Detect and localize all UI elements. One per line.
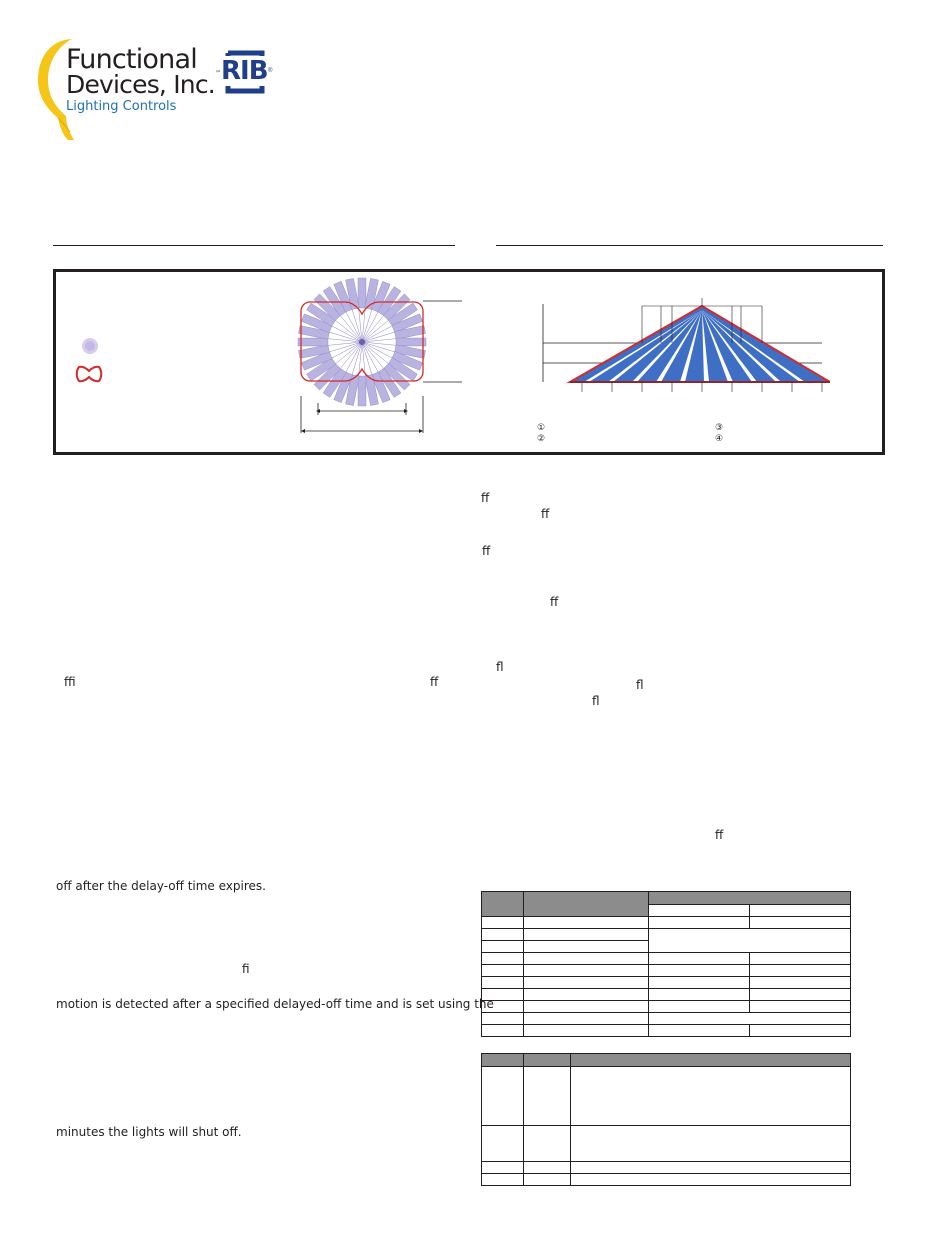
table-row <box>482 1025 851 1037</box>
top-view-coverage-diagram <box>290 275 470 440</box>
marker-1: ① <box>537 423 546 433</box>
coverage-zone <box>396 338 426 346</box>
coverage-ray <box>336 320 362 342</box>
body-text-line: minutes the lights will shut off. <box>56 1125 242 1139</box>
ligature-fl: fl <box>592 694 600 708</box>
coverage-zone <box>358 376 366 406</box>
table-row <box>482 1001 851 1013</box>
top-view-rays <box>298 278 426 406</box>
table-header-row <box>482 892 851 905</box>
table-header-row <box>482 1054 851 1067</box>
functional-devices-logo <box>36 36 286 146</box>
table-row <box>482 977 851 989</box>
logo-trademark: ™ <box>214 70 221 77</box>
sensor-center <box>359 339 365 345</box>
side-view-axis-ticks <box>582 382 822 392</box>
coverage-zone <box>298 338 328 346</box>
rib-logo-text: RIB <box>221 56 268 86</box>
logo-line-2: Devices, Inc.™ <box>66 70 221 99</box>
coverage-ray <box>336 342 362 364</box>
coverage-ray <box>340 316 362 342</box>
logo-line-1: Functional <box>66 44 197 75</box>
ligature-ff: ff <box>550 595 559 609</box>
ligature-ff: ff <box>541 507 550 521</box>
ligature-fi: fi <box>242 962 250 976</box>
table-row <box>482 1013 851 1025</box>
rib-trademark: ® <box>268 68 273 74</box>
table-row <box>482 1174 851 1186</box>
ligature-ffi: ffi <box>64 675 76 689</box>
body-text-line: off after the delay-off time expires. <box>56 879 266 893</box>
right-section-rule <box>496 245 883 246</box>
table-row <box>482 965 851 977</box>
marker-3: ③ <box>715 423 724 433</box>
coverage-ray <box>362 342 384 368</box>
marker-2: ② <box>537 434 546 444</box>
ligature-fl: fl <box>496 660 504 674</box>
coverage-ray <box>362 320 388 342</box>
table-row <box>482 929 851 941</box>
table-row <box>482 917 851 929</box>
coverage-dot-icon <box>80 336 102 356</box>
coverage-ray <box>340 342 362 368</box>
table-row <box>482 1067 851 1126</box>
coverage-outline-icon <box>75 364 103 384</box>
left-section-rule <box>53 245 455 246</box>
ligature-ff: ff <box>715 828 724 842</box>
logo-tagline: Lighting Controls <box>66 99 177 114</box>
table-row <box>482 989 851 1001</box>
specification-table-1 <box>481 891 851 1037</box>
side-view-coverage-diagram <box>536 296 830 400</box>
ligature-ff: ff <box>482 544 491 558</box>
ligature-ff: ff <box>430 675 439 689</box>
table-row <box>482 1162 851 1174</box>
table-row <box>482 953 851 965</box>
coverage-ray <box>362 342 388 364</box>
marker-4: ④ <box>715 434 724 444</box>
coverage-ray <box>362 316 384 342</box>
ligature-fl: fl <box>636 678 644 692</box>
ligature-ff: ff <box>481 491 490 505</box>
body-text-line: motion is detected after a specified delayed-off time and is set using the <box>56 997 494 1011</box>
coverage-zone <box>358 278 366 308</box>
specification-table-2 <box>481 1053 851 1186</box>
table-row <box>482 1126 851 1162</box>
